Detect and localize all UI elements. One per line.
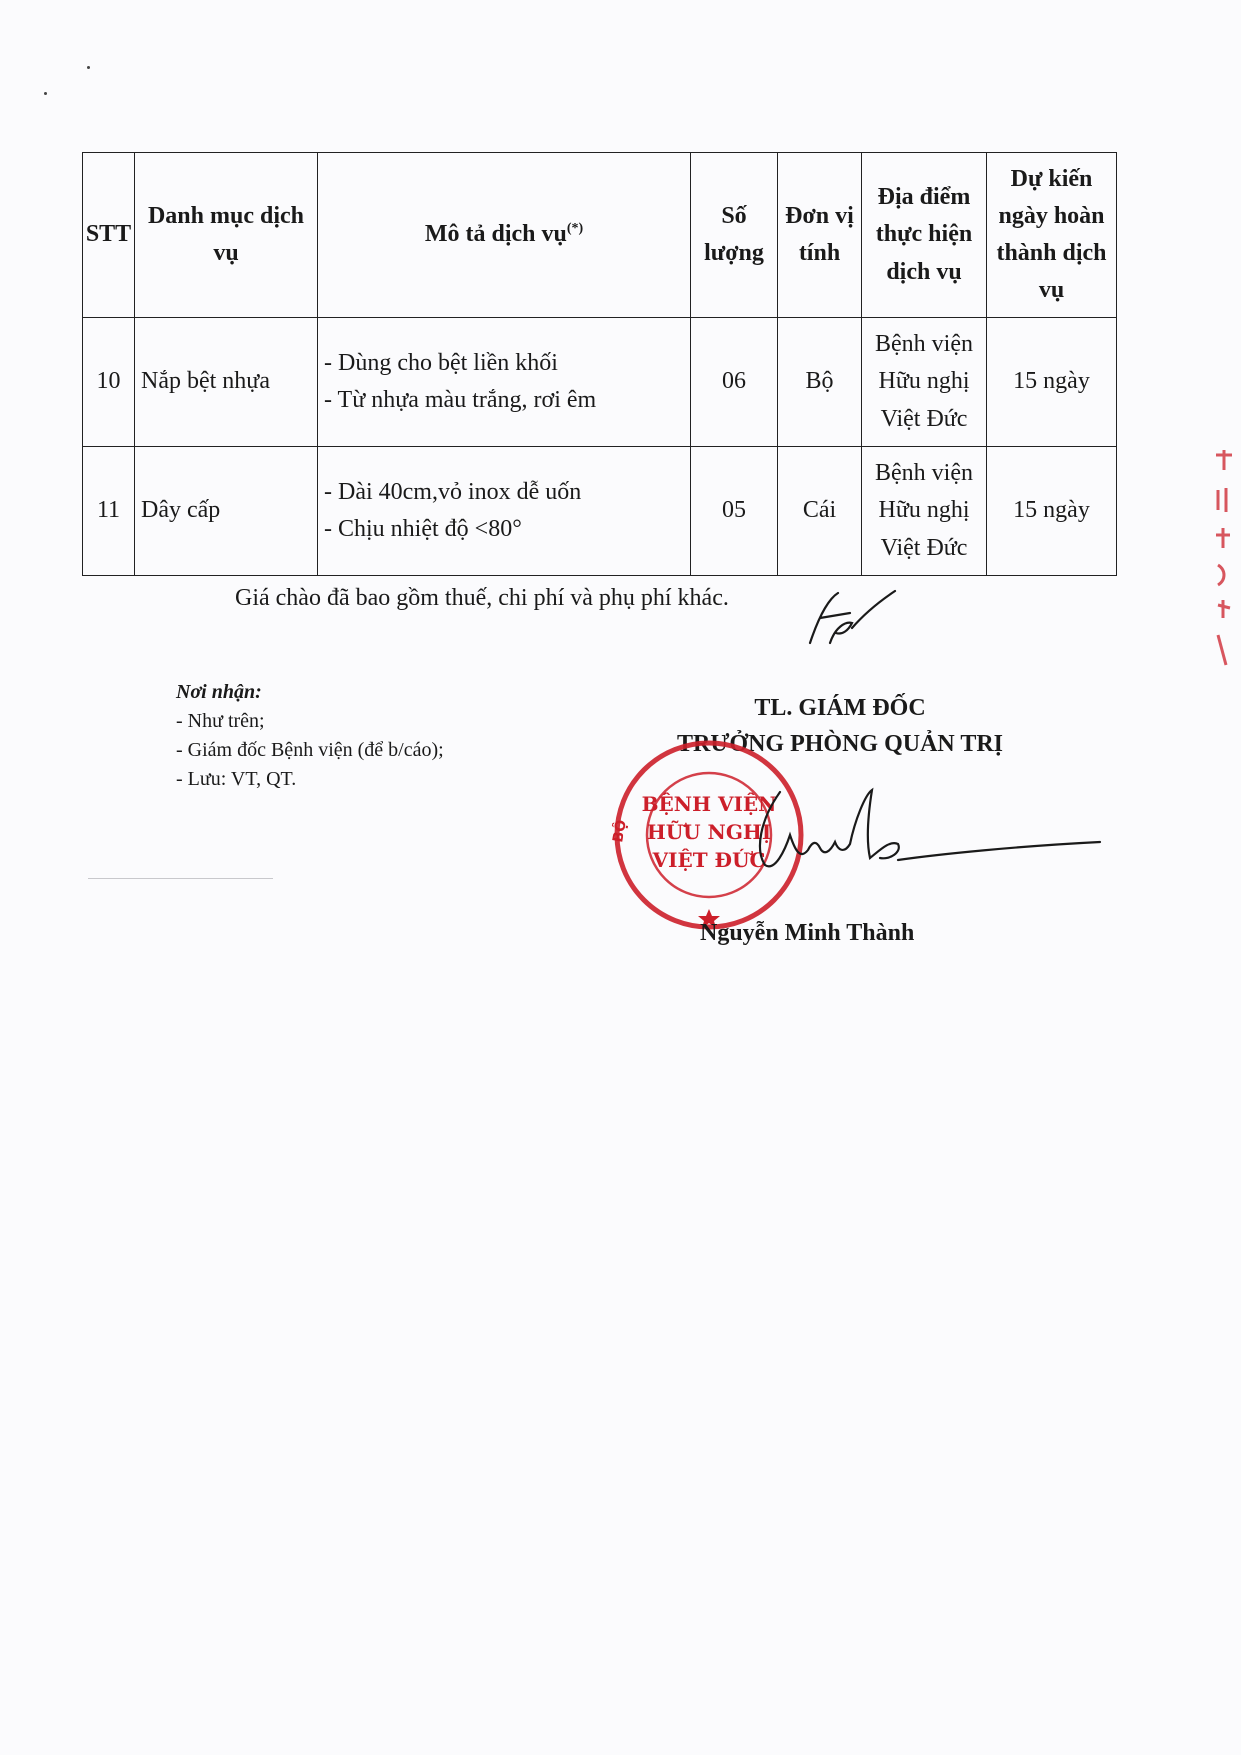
header-description-sup: (*) [566,221,584,237]
stamp-line: BỆNH VIỆN [641,792,777,816]
header-quantity: Số lượng [691,153,778,318]
stamp-line: VIỆT ĐỨC [652,848,766,872]
recipient-item: - Như trên; [176,710,265,732]
table-row [83,318,1117,447]
cell-completion: 15 ngày [987,447,1117,576]
signature-line-2: TRƯỞNG PHÒNG QUẢN TRỊ [676,731,1003,757]
header-stt: STT [83,153,135,318]
cell-category: Dây cấp [135,447,318,576]
header-category: Danh mục dịch vụ [135,153,318,318]
cell-category: Nắp bệt nhựa [135,318,318,447]
scan-speck [44,92,47,95]
recipient-item: - Giám đốc Bệnh viện (để b/cáo); [176,739,444,761]
cell-location: Bệnh viện Hữu nghị Việt Đức [862,318,987,447]
header-location: Địa điểm thực hiện dịch vụ [862,153,987,318]
cell-quantity: 05 [691,447,778,576]
header-description-label: Mô tả dịch vụ [424,221,567,248]
signer-name: Nguyễn Minh Thành [700,920,915,946]
cell-stt: 11 [83,447,135,576]
cell-description [318,447,691,576]
cell-unit: Cái [778,447,862,576]
header-unit: Đơn vị tính [778,153,862,318]
cell-completion: 15 ngày [987,318,1117,447]
header-completion: Dự kiến ngày hoàn thành dịch vụ [987,153,1117,318]
cell-quantity: 06 [691,318,778,447]
stamp-line: HỮU NGHỊ [646,820,772,844]
svg-text:BỘ: BỘ [610,818,630,844]
description-line: - Chịu nhiệt độ <80° [324,516,522,542]
initials-signature-icon [790,583,900,658]
cell-unit: Bộ [778,318,862,447]
table-row [83,447,1117,576]
services-table [82,152,1117,576]
cell-location: Bệnh viện Hữu nghị Việt Đức [862,447,987,576]
recipients-block [176,678,444,794]
signature-line-1: TL. GIÁM ĐỐC [754,695,926,721]
description-line: - Từ nhựa màu trắng, rơi êm [324,387,597,413]
cell-stt: 10 [83,318,135,447]
divider [88,878,273,879]
cell-description [318,318,691,447]
edge-stamp-fragment-icon [1196,440,1236,670]
header-description [318,153,691,318]
handwritten-signature-icon [740,780,1110,890]
price-note: Giá chào đã bao gồm thuế, chi phí và phụ phí khác. [235,585,729,611]
scan-speck [87,66,90,69]
recipient-item: - Lưu: VT, QT. [176,768,297,790]
table-header-row [83,153,1117,318]
description-line: - Dùng cho bệt liền khối [324,349,558,376]
description-line: - Dài 40cm,vỏ inox dễ uốn [324,478,582,505]
recipients-title: Nơi nhận: [176,681,262,703]
